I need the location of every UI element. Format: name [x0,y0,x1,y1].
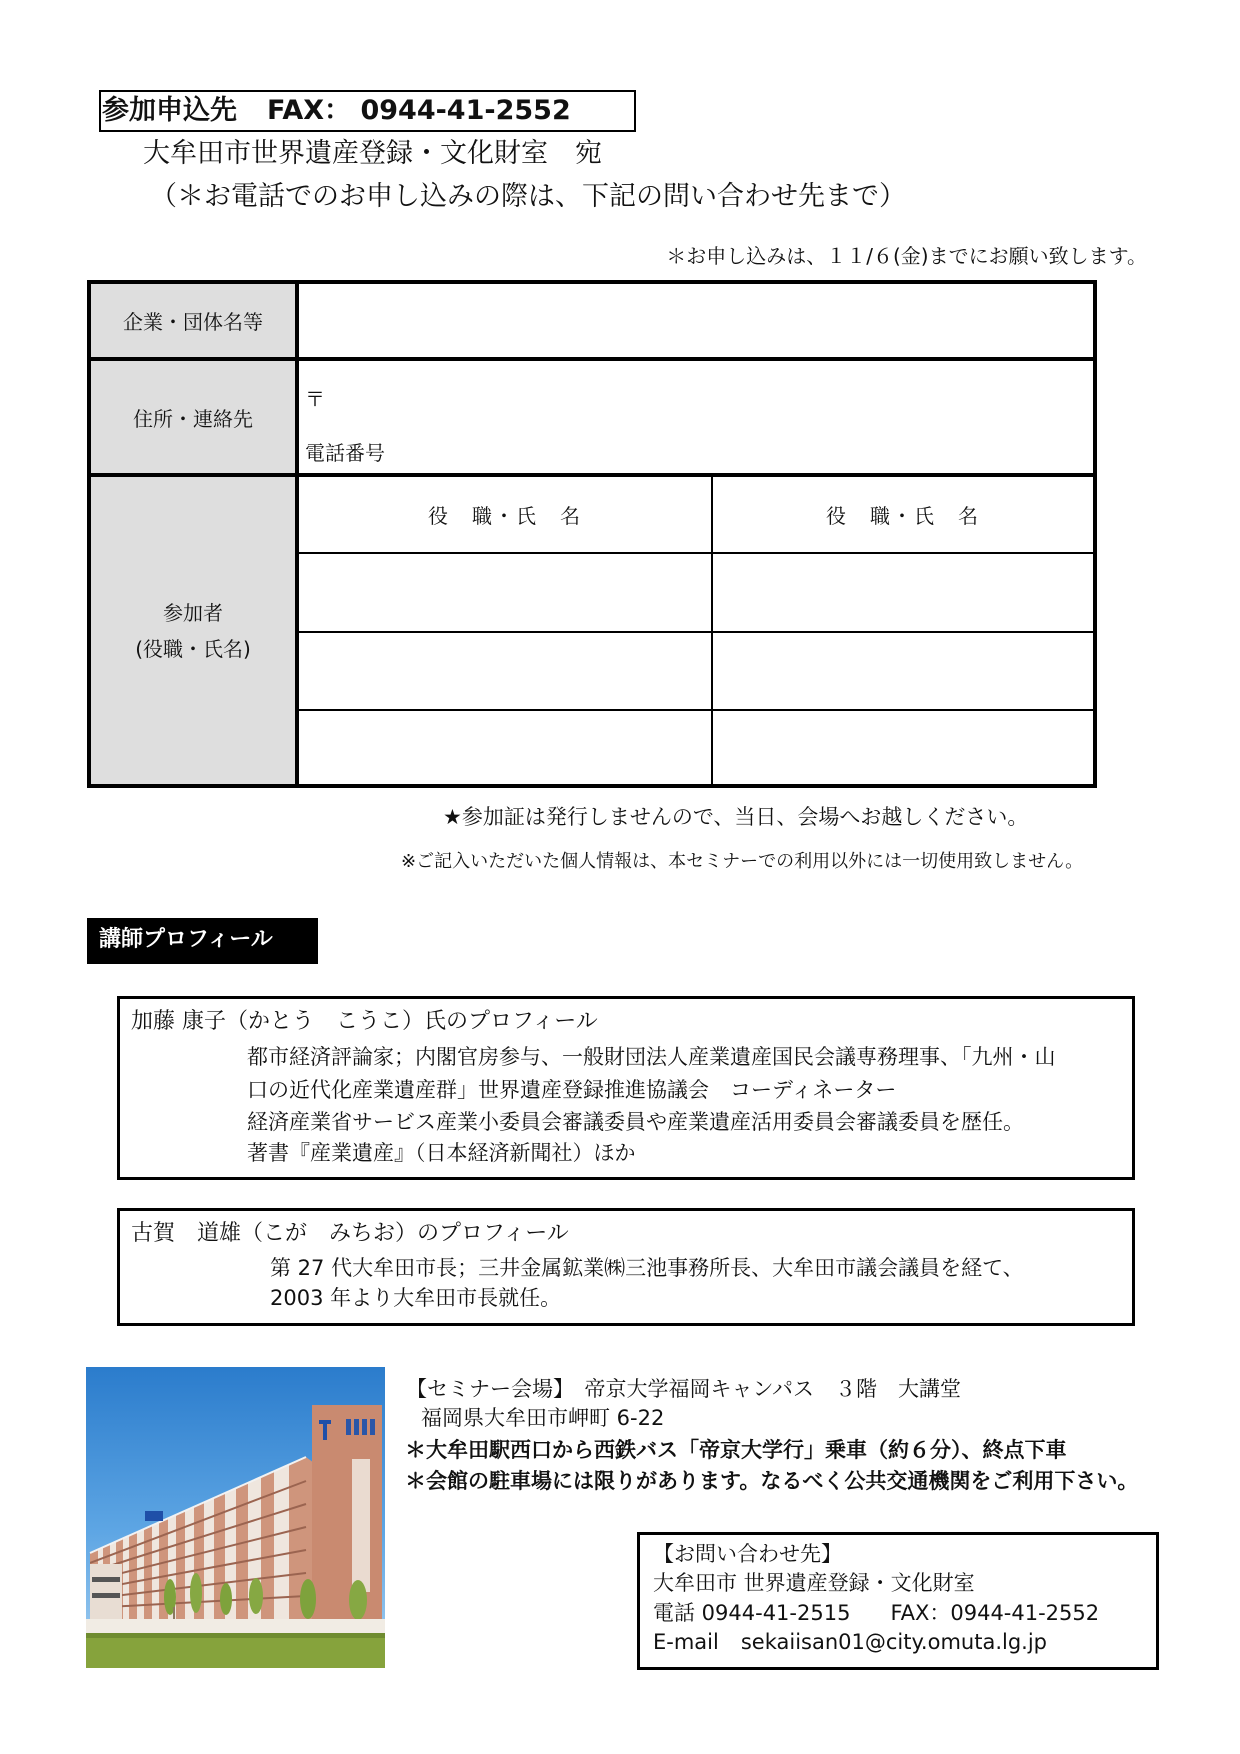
campus-photo-svg [86,1367,385,1668]
contact-phone-fax [653,1599,1099,1627]
speaker-profile-box [117,1208,1135,1326]
participant-entry-cell[interactable] [299,554,711,631]
privacy-note: ※ご記入いただいた個人情報は、本セミナーでの利用以外には一切使用致しません。 [401,851,1084,872]
application-fax-box [99,90,636,132]
venue-parking-note: ＊会館の駐車場には限りがあります。なるべく公共交通機関をご利用下さい。 [405,1469,1139,1493]
participant-column-header: 役 職・氏 名 [428,504,582,528]
participant-entry-cell[interactable] [299,633,711,709]
contact-office: 大牟田市 世界遺産登録・文化財室 [653,1571,975,1595]
speaker-profile-line: 都市経済評論家；内閣官房参与、一般財団法人産業遺産国民会議専務理事、「九州・山 [247,1045,1056,1069]
address-label: 住所・連絡先 [133,406,253,431]
photo-path [86,1619,385,1633]
participant-entry-cell[interactable] [713,633,1093,709]
speaker-profile-line: 2003 年より大牟田市長就任。 [270,1286,562,1310]
table-border-bottom [87,784,1097,788]
participants-label [91,477,295,784]
company-name-field[interactable] [299,284,1093,357]
speaker-profile-box [117,996,1135,1180]
venue-title: 【セミナー会場】 帝京大学福岡キャンパス ３階 大講堂 [406,1377,962,1401]
participants-label-line1: 参加者 [163,600,223,625]
photo-roof-sign [145,1511,163,1521]
speaker-profile-heading: 古賀 道雄（こが みちお）のプロフィール [131,1221,569,1246]
speaker-profile-line: 第 27 代大牟田市長；三井金属鉱業㈱三池事務所長、大牟田市議会議員を経て、 [270,1256,1024,1280]
contact-phone: 電話 0944-41-2515 [653,1601,851,1625]
no-ticket-note: ★参加証は発行しませんので、当日、会場へお越しください。 [443,805,1029,829]
venue-address: 福岡県大牟田市岬町 6-22 [421,1406,665,1430]
phone-application-note: （＊お電話でのお申し込みの際は、下記の問い合わせ先まで） [150,181,906,212]
contact-fax: FAX：0944-41-2552 [890,1601,1100,1625]
photo-tower [312,1405,382,1620]
participant-entry-cell[interactable] [713,711,1093,784]
application-label: 参加申込先 [102,95,237,126]
photo-tower-stripe [352,1459,370,1592]
campus-building-photo [86,1367,385,1668]
recipient-line: 大牟田市世界遺産登録・文化財室 宛 [143,138,602,169]
email-link[interactable]: sekaiisan01@city.omuta.lg.jp [740,1630,1047,1654]
participant-column-header: 役 職・氏 名 [826,504,980,528]
photo-tower-lettering [346,1419,351,1435]
participant-entry-cell[interactable] [713,554,1093,631]
address-contact-field[interactable] [299,361,1093,473]
speaker-profile-line: 口の近代化産業遺産群」世界遺産登録推進協議会 コーディネーター [247,1078,897,1102]
speaker-profile-section-title: 講師プロフィール [87,918,318,964]
participant-entry-cell[interactable] [299,711,711,784]
photo-low-building [90,1564,122,1619]
postal-mark: 〒 [305,387,325,411]
photo-grass [86,1633,385,1668]
speaker-profile-heading: 加藤 康子（かとう こうこ）氏のプロフィール [131,1009,598,1034]
fax-number: FAX： 0944-41-2552 [267,95,571,126]
participants-label-line2: (役職・氏名) [135,636,251,661]
speaker-profile-line: 著書『産業遺産』（日本経済新聞社）ほか [247,1141,636,1165]
speaker-profile-line: 経済産業省サービス産業小委員会審議委員や産業遺産活用委員会審議委員を歴任。 [247,1110,1024,1134]
company-label: 企業・団体名等 [123,310,263,334]
deadline-note: ＊お申し込みは、１１/６(金)までにお願い致します。 [666,244,1147,268]
phone-number-label: 電話番号 [305,441,385,465]
contact-box [637,1532,1159,1670]
contact-email-row [653,1628,1047,1656]
venue-access-note: ＊大牟田駅西口から西鉄バス「帝京大学行」乗車（約６分）、終点下車 [405,1438,1067,1462]
contact-title: 【お問い合わせ先】 [653,1542,842,1566]
email-label: E-mail [653,1630,719,1654]
